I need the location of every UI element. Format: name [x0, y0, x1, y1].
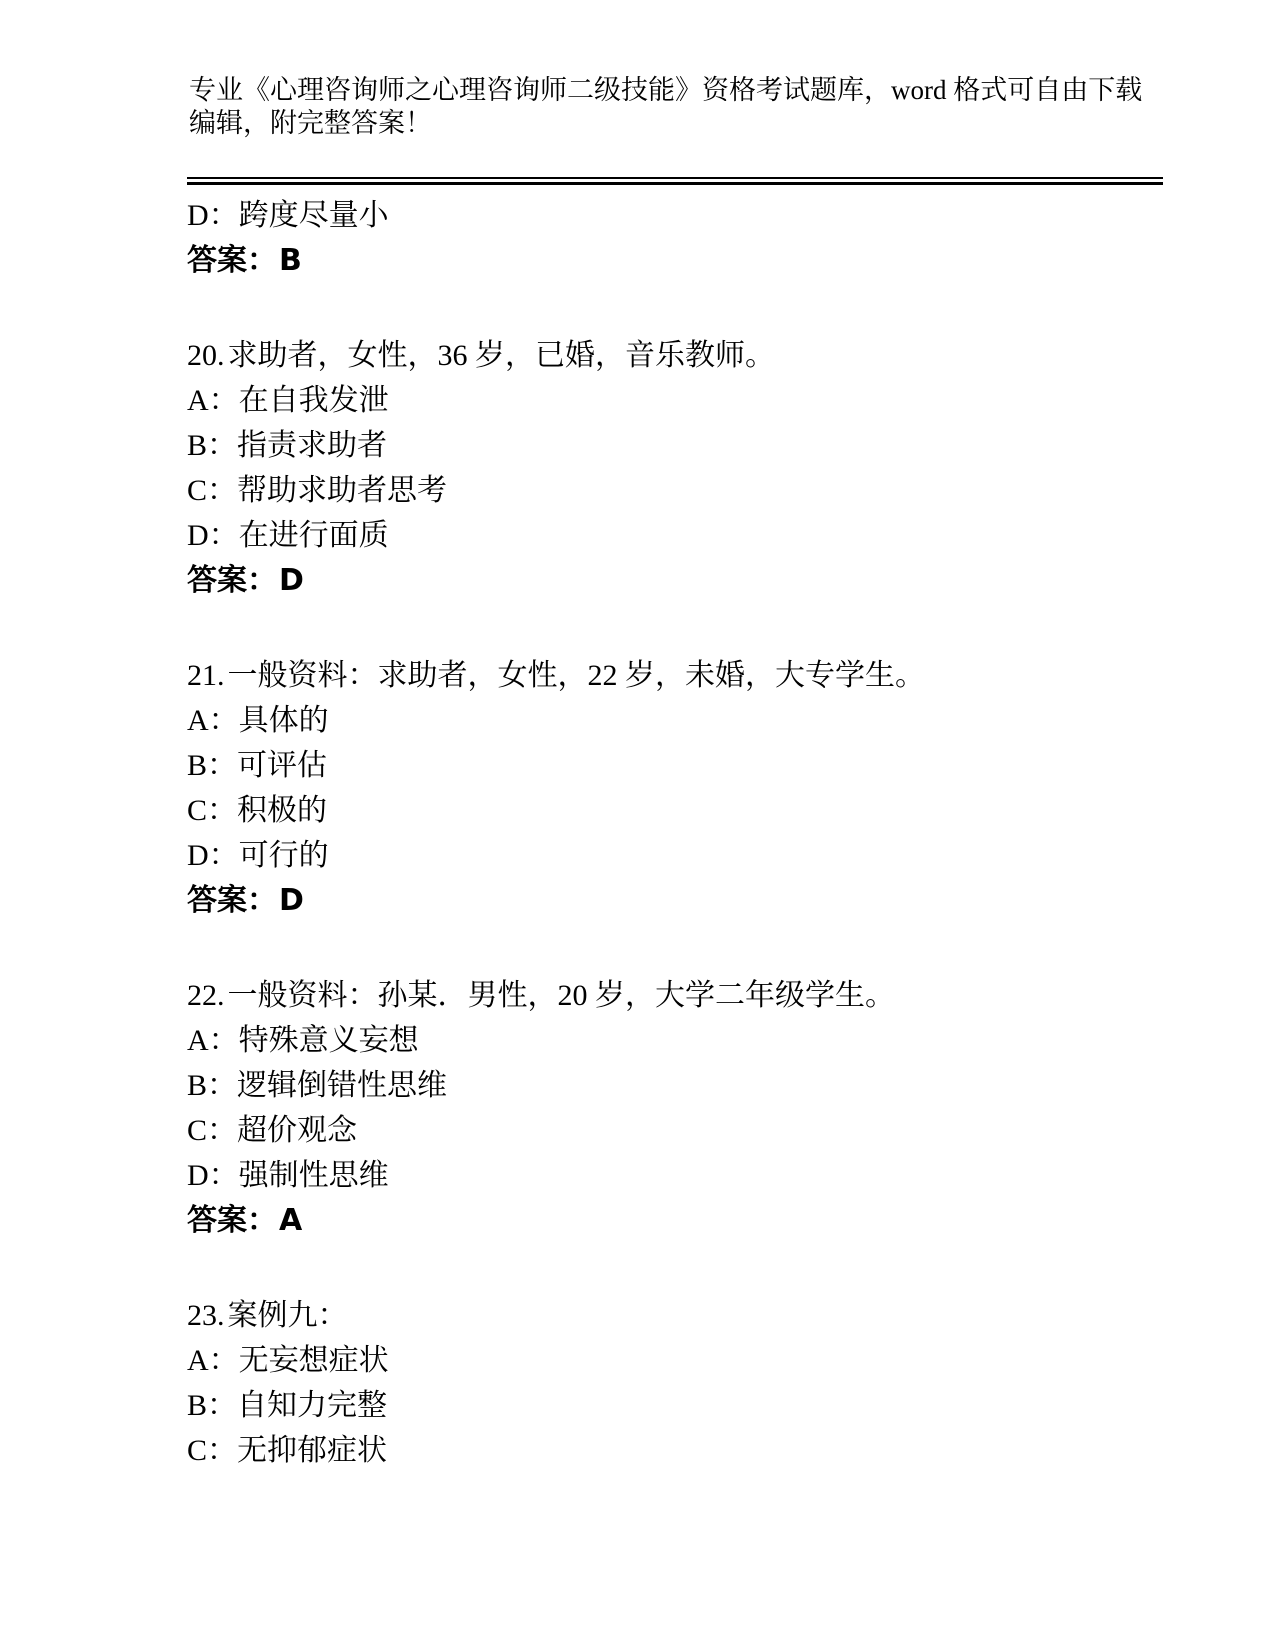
- answer-value: B: [279, 243, 302, 278]
- answer-value: D: [279, 883, 304, 918]
- question-stem: [187, 1293, 1187, 1338]
- carryover-question-fragment: [187, 193, 1187, 283]
- question-block-22: [187, 973, 1187, 1243]
- option-c: C：积极的: [187, 794, 328, 827]
- answer-line: [187, 238, 1187, 283]
- option-d: D：在进行面质: [187, 519, 389, 552]
- answer-line: [187, 558, 1187, 603]
- question-stem: [187, 653, 1187, 698]
- answer-value: A: [279, 1203, 303, 1238]
- question-stem: [187, 973, 1187, 1018]
- option-d: D：跨度尽量小: [187, 199, 389, 232]
- option-a: A：无妄想症状: [187, 1344, 389, 1377]
- document-body: [187, 193, 1187, 1523]
- answer-label: 答案：: [187, 564, 277, 597]
- answer-line: [187, 1198, 1187, 1243]
- answer-value: D: [279, 563, 304, 598]
- answer-label: 答案：: [187, 244, 277, 277]
- question-block-23: [187, 1293, 1187, 1473]
- option-a: A：特殊意义妄想: [187, 1024, 419, 1057]
- option-d: D：可行的: [187, 839, 329, 872]
- page-header: [189, 74, 1174, 140]
- question-number: 20.: [187, 339, 225, 372]
- question-stem: [187, 333, 1187, 378]
- question-number: 22.: [187, 979, 225, 1012]
- question-stem-text: 一般资料：求助者，女性，22 岁，未婚，大专学生。: [227, 659, 925, 692]
- option-b: B：逻辑倒错性思维: [187, 1069, 448, 1102]
- answer-line: [187, 878, 1187, 923]
- option-b: B：自知力完整: [187, 1389, 388, 1422]
- option-a: A：在自我发泄: [187, 384, 389, 417]
- header-line-1: 专业《心理咨询师之心理咨询师二级技能》资格考试题库，word 格式可自由下载: [189, 75, 1143, 105]
- header-double-rule: [187, 177, 1163, 185]
- option-c: C：无抑郁症状: [187, 1434, 388, 1467]
- question-number: 21.: [187, 659, 225, 692]
- answer-label: 答案：: [187, 884, 277, 917]
- question-block-21: [187, 653, 1187, 923]
- question-block-20: [187, 333, 1187, 603]
- option-b: B：指责求助者: [187, 429, 388, 462]
- option-c: C：帮助求助者思考: [187, 474, 448, 507]
- question-stem-text: 案例九：: [227, 1299, 348, 1332]
- question-number: 23.: [187, 1299, 225, 1332]
- question-stem-text: 求助者，女性，36 岁，已婚，音乐教师。: [227, 339, 775, 372]
- question-stem-text: 一般资料：孙某．男性，20 岁，大学二年级学生。: [227, 979, 895, 1012]
- answer-label: 答案：: [187, 1204, 277, 1237]
- header-line-2: 编辑，附完整答案！: [189, 108, 432, 138]
- option-d: D：强制性思维: [187, 1159, 389, 1192]
- option-c: C：超价观念: [187, 1114, 358, 1147]
- option-b: B：可评估: [187, 749, 328, 782]
- option-a: A：具体的: [187, 704, 329, 737]
